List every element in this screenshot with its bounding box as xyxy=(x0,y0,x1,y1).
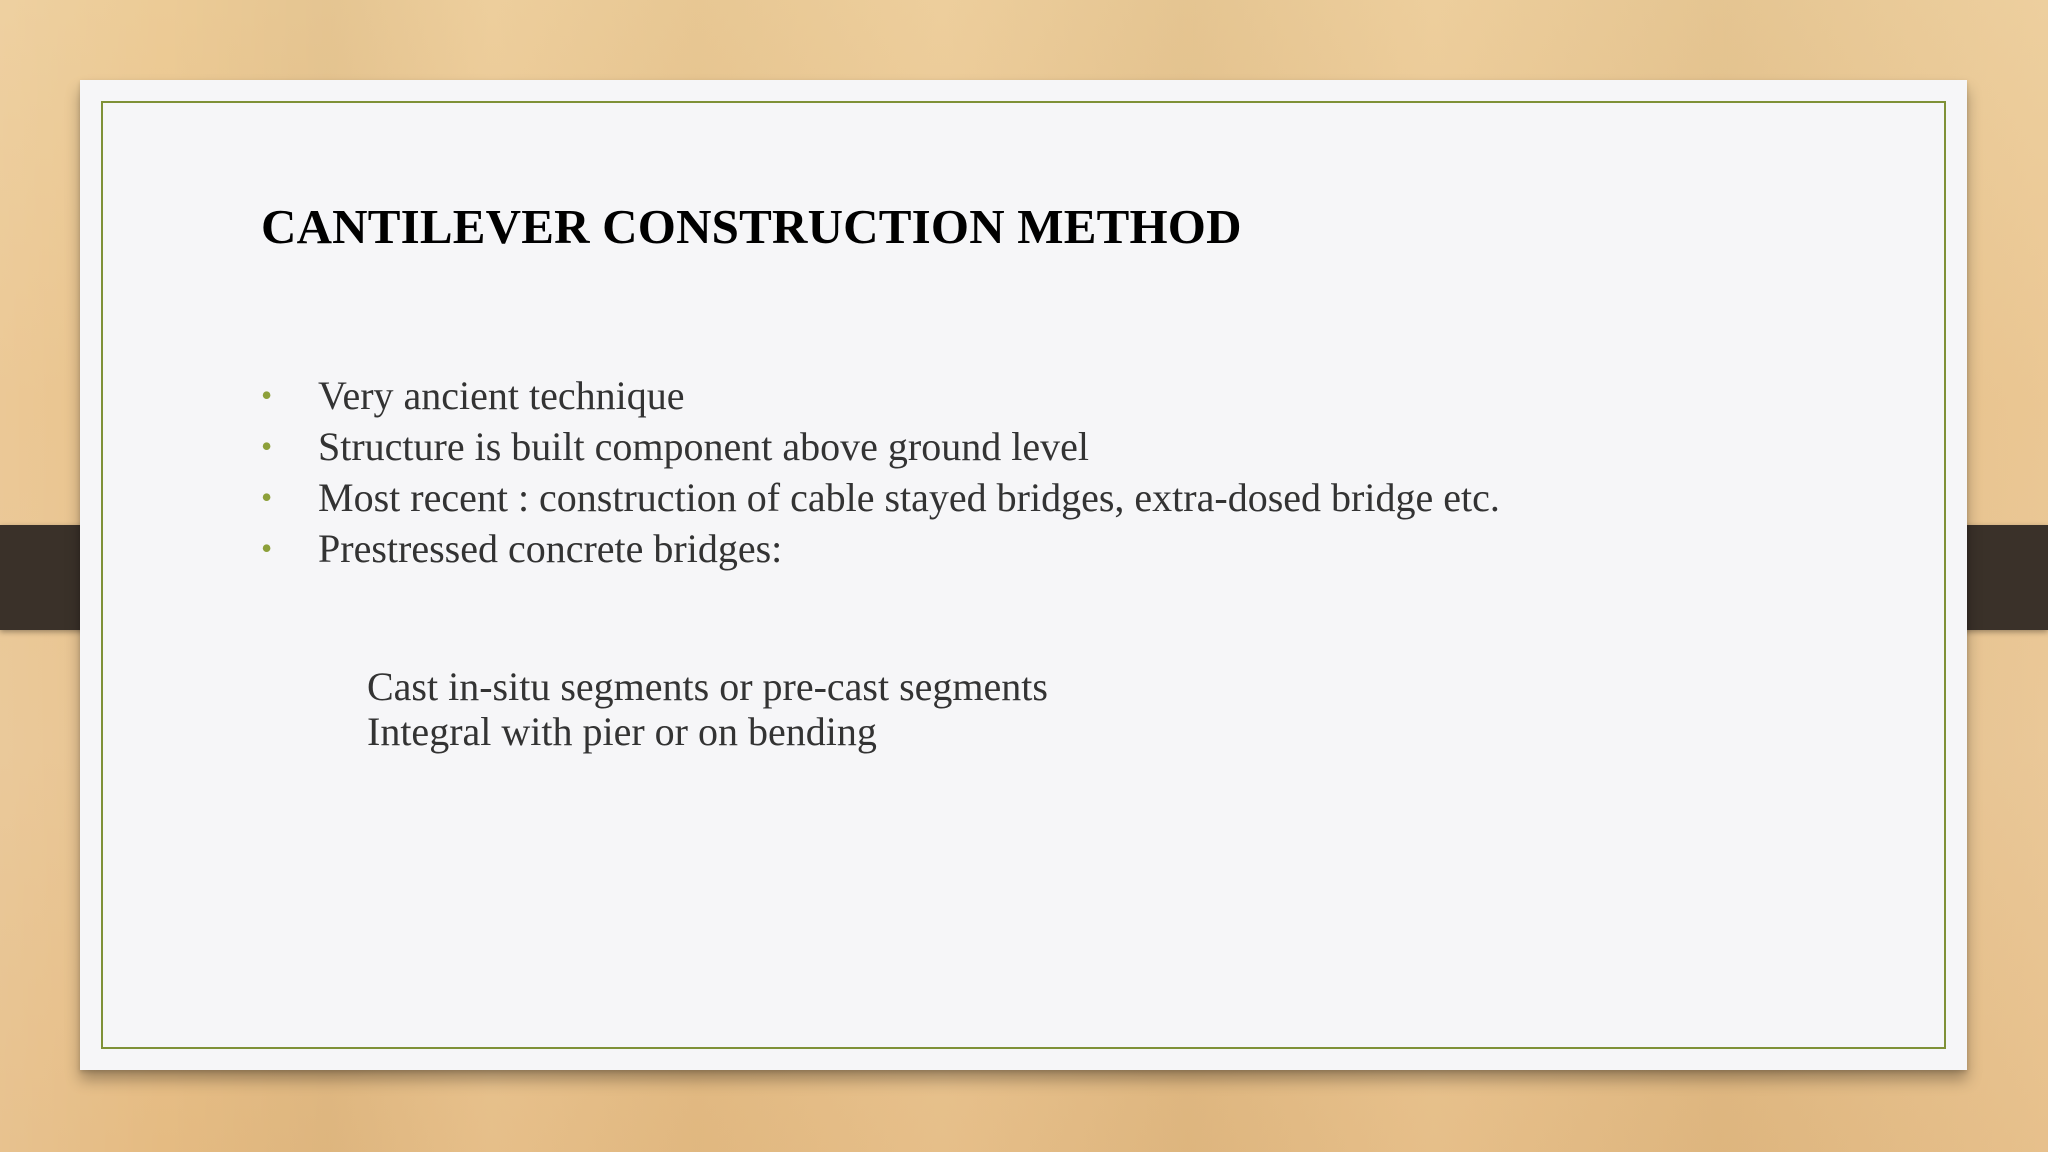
bullet-list xyxy=(261,370,1500,574)
bullet-text: Structure is built component above ground level xyxy=(318,424,1089,469)
sub-bullet-text: Integral with pier or on bending xyxy=(367,709,877,754)
sub-bullet-list xyxy=(367,664,1048,754)
bullet-icon: • xyxy=(261,428,273,464)
bullet-text: Most recent : construction of cable stayed bridges, extra-dosed bridge etc. xyxy=(318,475,1500,520)
slide-title: CANTILEVER CONSTRUCTION METHOD xyxy=(261,199,1242,254)
slide-card xyxy=(80,80,1967,1070)
sub-bullet-text: Cast in-situ segments or pre-cast segments xyxy=(367,664,1048,709)
bullet-icon: • xyxy=(261,530,273,566)
bullet-text: Prestressed concrete bridges: xyxy=(318,526,783,571)
bullet-text: Very ancient technique xyxy=(318,373,685,418)
bullet-item xyxy=(261,421,1500,472)
bullet-item xyxy=(261,370,1500,421)
bullet-item xyxy=(261,472,1500,523)
bullet-icon: • xyxy=(261,377,273,413)
bullet-item xyxy=(261,523,1500,574)
bullet-icon: • xyxy=(261,479,273,515)
